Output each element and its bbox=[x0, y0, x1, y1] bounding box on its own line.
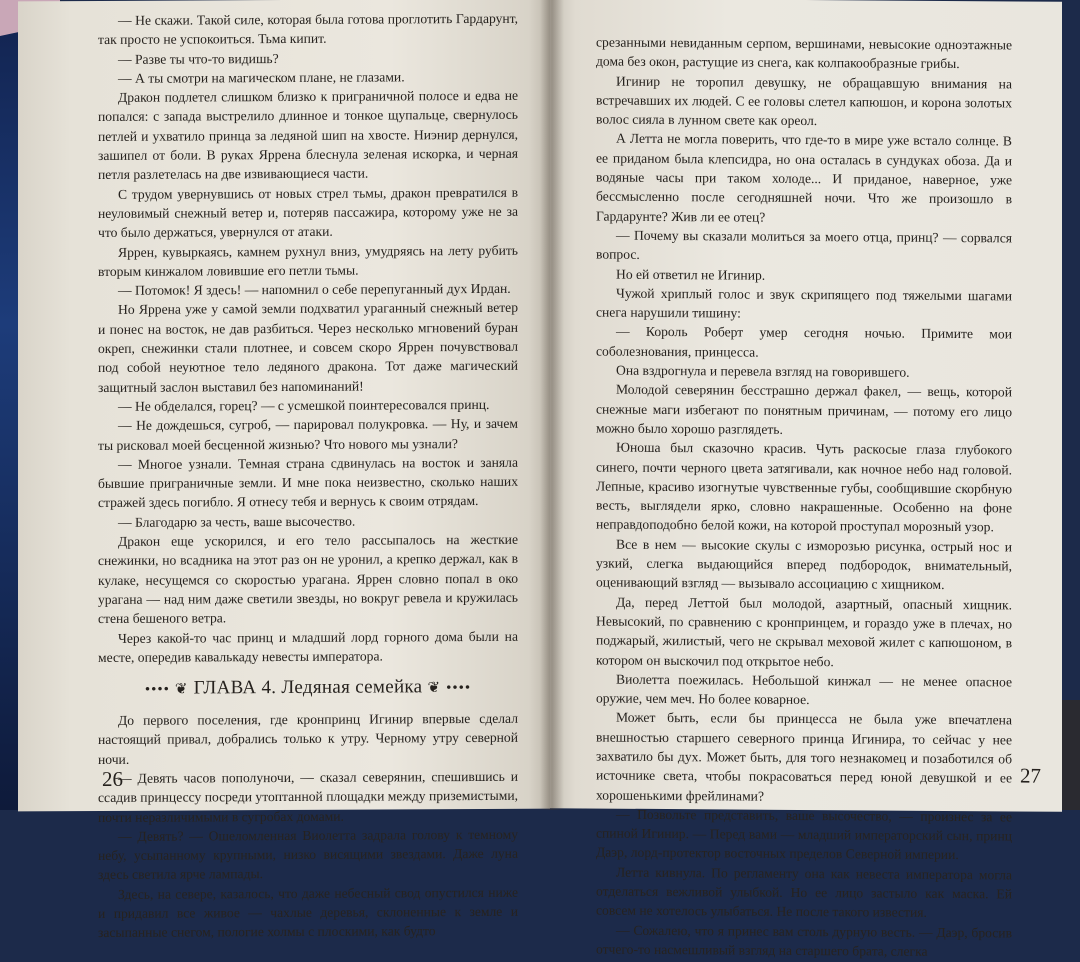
paragraph: Через какой-то час принц и младший лорд горного дома были на месте, опередив кавалькаду невесты императора. bbox=[98, 628, 518, 665]
paragraph: — Многое узнали. Темная страна сдвинулась на восток и заняла бывшие приграничные земли. И мне пока неизвестно, сколько наших стражей здесь погибло. Я отнесу тебя и вернусь к своим отрядам. bbox=[98, 454, 518, 511]
paragraph: Виолетта поежилась. Небольшой кинжал — не менее опасное оружие, чем меч. Но более коварное. bbox=[596, 671, 1012, 708]
paragraph: Дракон подлетел слишком близко к приграничной полосе и едва не попался: с запада выстрелило длинное и тонкое щупальце, свернулось петлей и ухватило принца за ледяной шип на хвосте. Ниэнир дернулся, зашипел от боли. В руках Яррена блеснула зеленая искорка, и черная петля разлетелась на две извивающиеся части. bbox=[98, 87, 518, 183]
paragraph: — Почему вы сказали молиться за моего отца, принц? — сорвался вопрос. bbox=[596, 227, 1012, 263]
chapter-heading bbox=[98, 675, 518, 702]
paragraph: Да, перед Леттой был молодой, азартный, опасный хищник. Невысокий, по сравнению с кронпринцем, и гораздо уже в плечах, но поджарый, жилистый, чего не скрывал меховой жилет с капюшоном, в котором он выскочил под открытое небо. bbox=[596, 594, 1012, 669]
right-page-text bbox=[596, 33, 1012, 962]
left-page-text bbox=[98, 9, 518, 943]
paragraph: Юноша был сказочно красив. Чуть раскосые глаза глубокого синего, почти черного цвета затягивали, как ночное небо над головой. Лепные, красиво изогнутые чувственные губы, сообщившие скорбную весть, выглядели ярко, словно накрашенные. Особенно на фоне неправдоподобно белой кожи, на которой проступал морозный узор. bbox=[596, 439, 1012, 535]
paragraph: — Потомок! Я здесь! — напомнил о себе перепуганный дух Ирдан. bbox=[118, 280, 511, 299]
paragraph: — Не скажи. Такой силе, которая была готова проглотить Гардарунт, так просто не успокоиться. Тьма кипит. bbox=[98, 10, 518, 48]
paragraph: Она вздрогнула и перевела взгляд на говорившего. bbox=[616, 362, 910, 380]
paragraph: Здесь, на севере, казалось, что даже небесный свод опустился ниже и придавил все живое — чахлые деревья, склоненные к земле и засыпанные снегом, пологие холмы с плоскими, как будто bbox=[98, 884, 518, 941]
paragraph: Яррен, кувыркаясь, камнем рухнул вниз, умудряясь на лету рубить вторым кинжалом ловившие его петли тьмы. bbox=[98, 242, 518, 279]
ornament-flourish-left-icon: ❦ bbox=[174, 681, 189, 698]
ornament-dots-right: •••• bbox=[446, 680, 472, 697]
paragraph: — Сожалею, что я принес вам столь дурную весть. — Даэр, бросив отчего-то насмешливый взгляд на старшего брата, слегка bbox=[596, 922, 1012, 959]
ornament-flourish-right-icon: ❦ bbox=[427, 680, 442, 697]
paragraph: Но ей ответил не Игинир. bbox=[616, 266, 766, 283]
paragraph: — Не обделался, горец? — с усмешкой поинтересовался принц. bbox=[118, 396, 490, 414]
paragraph: — А ты смотри на магическом плане, не глазами. bbox=[118, 69, 405, 86]
page-number-right: 27 bbox=[1020, 763, 1041, 788]
paragraph: Летта кивнула. По регламенту она как невеста императора могла отделаться вежливой улыбкой. Но ее лицо застыло как маска. Ей совсем не хотелось улыбаться. Не после такого известия. bbox=[596, 864, 1012, 921]
paragraph: Но Яррена уже у самой земли подхватил ураганный снежный ветер и понес на восток, не дав разбиться. Через несколько мгновений буран окреп, снежинки стали плотнее, и совсем скоро Яррен почувствовал под собой неуютное тело ледяного дракона. Тот даже магический защитный заслон выставил без напоминаний! bbox=[98, 300, 518, 395]
paragraph: Молодой северянин бесстрашно держал факел, — вещь, которой снежные маги избегают по понятным причинам, — потому его лицо можно было хорошо разглядеть. bbox=[596, 382, 1012, 437]
paragraph: — Позвольте представить, ваше высочество, — произнес за ее спиной Игинир. — Перед вами — младший императорский сын, принц Даэр, лорд-протектор восточных пределов Северной империи. bbox=[596, 806, 1012, 863]
page-number-left: 26 bbox=[102, 766, 123, 791]
paragraph: Чужой хриплый голос и звук скрипящего под тяжелыми шагами снега нарушили тишину: bbox=[596, 285, 1012, 321]
paragraph: срезанными невиданным серпом, вершинами, невысокие одноэтажные дома без окон, растущие из снега, как колпакообразные грибы. bbox=[596, 34, 1012, 72]
paragraph: — Девять часов пополуночи, — сказал северянин, спешившись и ссадив принцессу посреди утоптанной площадки между приземистыми, почти неразличимыми в сугробах домами. bbox=[98, 768, 518, 825]
paragraph: Все в нем — высокие скулы с изморозью рисунка, острый нос и узкий, слегка выдающийся вперед подбородок, внимательный, оценивающий взгляд — вызывало ассоциацию с хищником. bbox=[596, 536, 1012, 593]
paragraph: С трудом увернувшись от новых стрел тьмы, дракон превратился в неуловимый снежный ветер и, потеряв пассажира, которому уже не за что было держаться, увернулся от атаки. bbox=[98, 184, 518, 241]
paragraph: — Разве ты что-то видишь? bbox=[118, 50, 279, 67]
paragraph: — Благодарю за честь, ваше высочество. bbox=[118, 513, 356, 530]
ornament-dots-left: •••• bbox=[144, 681, 170, 698]
paragraph: — Король Роберт умер сегодня ночью. Примите мои соболезнования, принцесса. bbox=[596, 324, 1012, 360]
paragraph: До первого поселения, где кронпринц Игинир впервые сделал настоящий привал, добрались только к утру. Черному утру северной ночи. bbox=[98, 710, 518, 767]
paragraph: — Не дождешься, сугроб, — парировал полукровка. — Ну, и зачем ты рисковал моей бесценной жизнью? Что нового мы узнали? bbox=[98, 416, 518, 453]
right-page bbox=[550, 0, 1062, 959]
paragraph: — Девять? — Ошеломленная Виолетта задрала голову к темному небу, усыпанному крупными, низко висящими звездами. Даже луна здесь светила ярче лампады. bbox=[98, 826, 518, 883]
chapter-title: ГЛАВА 4. Ледяная семейка bbox=[193, 676, 423, 699]
left-page bbox=[18, 0, 550, 941]
paragraph: Может быть, если бы принцесса не была уже впечатлена внешностью старшего северного принца Игинира, то сейчас у нее захватило бы дух. Может быть, для того незнакомец и позаботился об источнике света, чтобы покрасоваться перед юной девушкой и ее хорошенькими фрейлинами? bbox=[596, 710, 1012, 804]
paragraph: Игинир не торопил девушку, не обращавшую внимания на встречавших их людей. С ее головы слетел капюшон, и корона золотых волос сияла в лунном свете как ореол. bbox=[596, 73, 1012, 129]
paragraph: А Летта не могла поверить, что где-то в мире уже встало солнце. В ее приданом была клепсидра, но она осталась в сундуках обоза. Да и водяные часы при таком холоде... И приданое, наверное, уже бессмысленно после сегодняшней ночи. Что же произошло в Гардарунте? Жив ли ее отец? bbox=[596, 131, 1012, 225]
paragraph: Дракон еще ускорился, и его тело рассыпалось на жесткие снежинки, но всадника на этот раз он не уронил, а крепко держал, как в кулаке, несущемся со скоростью урагана. Яррен словно попал в око урагана — над ним даже светили звезды, но вокруг ревела и кружилась стена бешеного ветра. bbox=[98, 531, 518, 627]
